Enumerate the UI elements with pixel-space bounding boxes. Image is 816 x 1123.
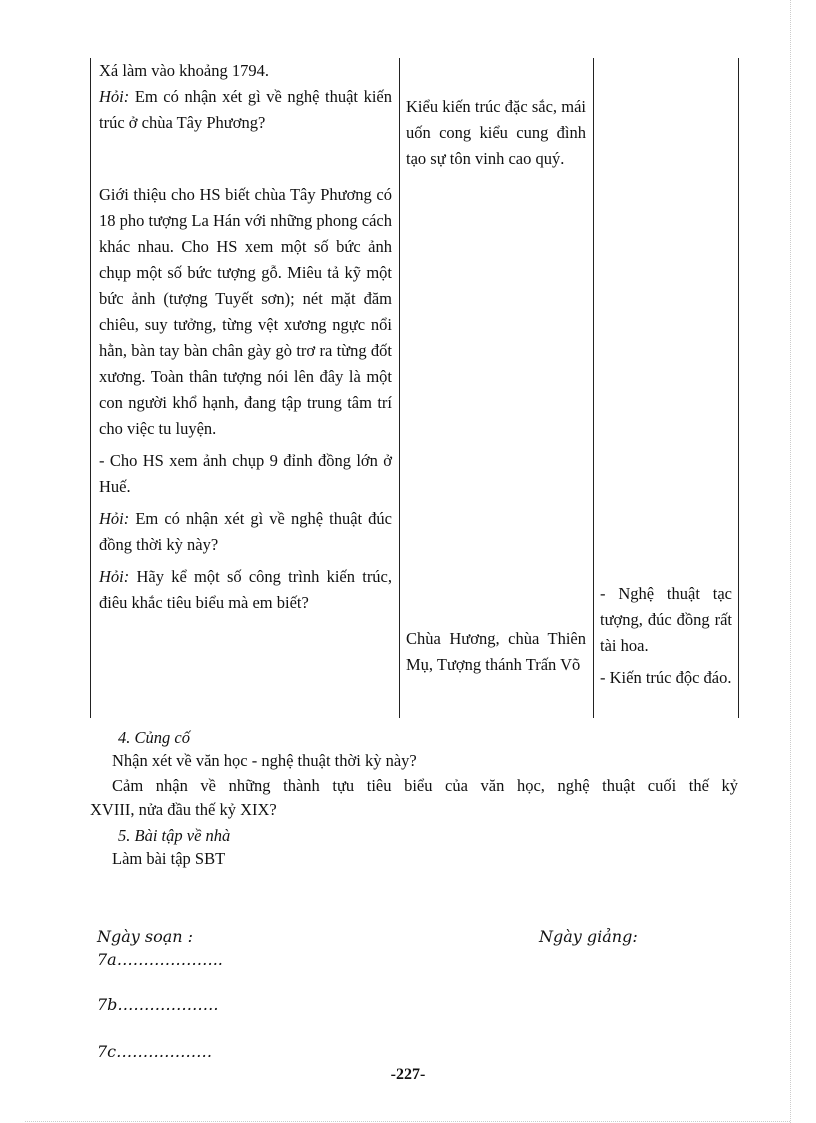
page-number: -227- bbox=[390, 1066, 426, 1083]
class-7b-line: 7b………………. bbox=[97, 995, 219, 1014]
col1-paragraph-2: Giới thiệu cho HS biết chùa Tây Phương có 18 pho tượng La Hán với những phong cách khác nhau. Cho HS xem một số bức ảnh chụp một số bức tượng gỗ. Miêu tả kỹ một bức ảnh (tượng Tuyết sơn); nét mặt đăm chiêu, suy tưởng, từng vệt xương ngực nổi hằn, bàn tay bàn chân gày gò trơ ra từng đốt xương. Toàn thân tượng nói lên đây là một con người khổ hạnh, đang tập trung tâm trí cho việc tu luyện. bbox=[99, 185, 392, 438]
question-text: Em có nhận xét gì về nghệ thuật kiến trúc ở chùa Tây Phương? bbox=[99, 87, 392, 132]
col1-question-2 bbox=[99, 506, 392, 558]
col3-answer-1: - Nghệ thuật tạc tượng, đúc đồng rất tài hoa. bbox=[600, 584, 732, 655]
section-4-line-1: Nhận xét về văn học - nghệ thuật thời kỳ này? bbox=[112, 751, 417, 770]
ngay-giang-label: Ngày giảng: bbox=[539, 927, 638, 946]
question-text: Em có nhận xét gì về nghệ thuật đúc đồng thời kỳ này? bbox=[99, 509, 393, 554]
col1-paragraph-1: Xá làm vào khoảng 1794. bbox=[99, 61, 270, 80]
page-edge-bottom bbox=[25, 1121, 790, 1122]
section-4-line-2b: XVIII, nửa đầu thế kỷ XIX? bbox=[90, 800, 277, 819]
table-border-right bbox=[738, 58, 739, 718]
col1-cell bbox=[99, 58, 392, 616]
section-4-line-2a: Cảm nhận về những thành tựu tiêu biểu của văn học, nghệ thuật cuối thế kỷ bbox=[112, 776, 738, 795]
col1-paragraph-3: - Cho HS xem ảnh chụp 9 đỉnh đồng lớn ở Huế. bbox=[99, 451, 392, 496]
section-5-line-1: Làm bài tập SBT bbox=[112, 849, 226, 868]
question-label: Hỏi: bbox=[99, 567, 130, 586]
col3-answer-2: - Kiến trúc độc đáo. bbox=[600, 668, 732, 687]
table-border-col3 bbox=[593, 58, 594, 718]
ngay-soan-label: Ngày soạn : bbox=[97, 927, 194, 946]
table-border-left bbox=[90, 58, 91, 718]
question-label: Hỏi: bbox=[99, 87, 130, 106]
col2-answer-2: Chùa Hương, chùa Thiên Mụ, Tượng thánh Trấn Võ bbox=[406, 629, 586, 674]
class-7a-line: 7a……………….. bbox=[97, 950, 223, 969]
table-border-col2 bbox=[399, 58, 400, 718]
col1-question-1 bbox=[99, 84, 392, 136]
col2-answer-1: Kiểu kiến trúc đặc sắc, mái uốn cong kiểu cung đình tạo sự tôn vinh cao quý. bbox=[406, 97, 586, 168]
section-4-heading: 4. Củng cố bbox=[118, 728, 190, 747]
col1-question-3 bbox=[99, 564, 392, 616]
page-edge-right bbox=[790, 0, 791, 1123]
question-text: Hãy kể một số công trình kiến trúc, điêu khắc tiêu biểu mà em biết? bbox=[99, 567, 393, 612]
section-5-heading: 5. Bài tập về nhà bbox=[118, 826, 231, 845]
class-7c-line: 7c……………… bbox=[97, 1042, 213, 1061]
question-label: Hỏi: bbox=[99, 509, 130, 528]
